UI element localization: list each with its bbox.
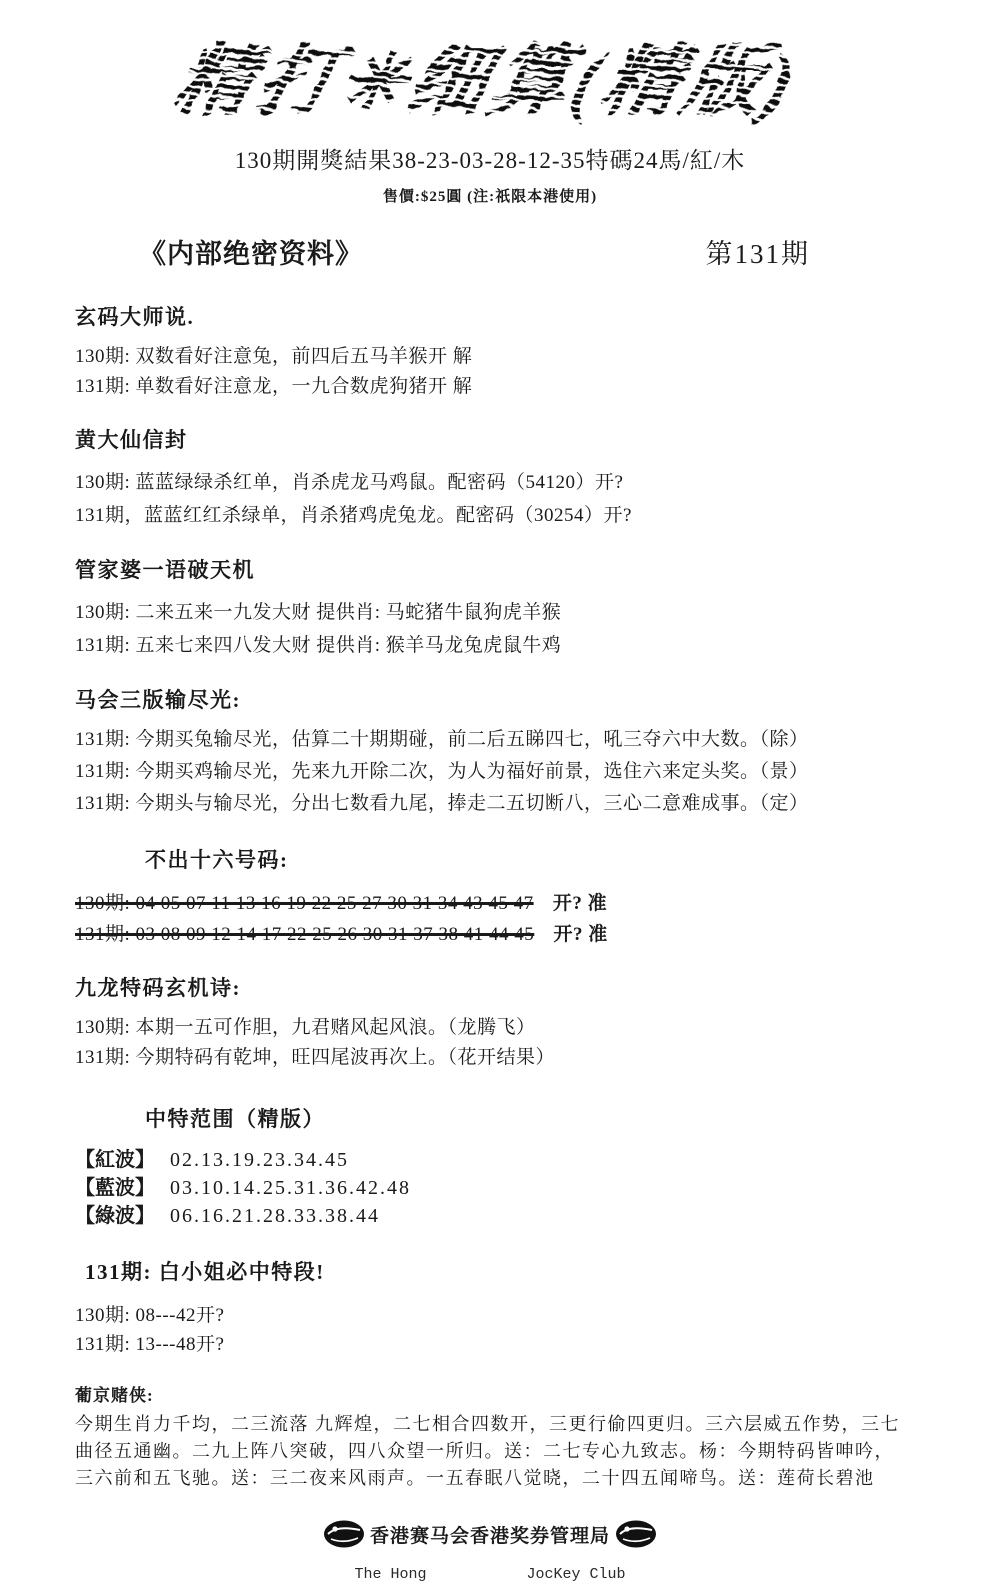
section-heading-master: 玄码大师说. bbox=[75, 305, 195, 329]
footer-english-right: JocKey Club bbox=[526, 1566, 626, 1583]
tip-line: 130期: 蓝蓝绿绿杀红单，肖杀虎龙马鸡鼠。配密码（54120）开? bbox=[75, 472, 624, 493]
footer-english-left: The Hong bbox=[354, 1566, 427, 1583]
section-heading-baixiaojie: 131期: 白小姐必中特段! bbox=[85, 1260, 325, 1284]
wave-label-green: 【綠波】 bbox=[75, 1205, 155, 1227]
section-baixiaojie-lines bbox=[75, 1301, 905, 1359]
section-heading-kowloon: 九龙特码玄机诗: bbox=[75, 976, 241, 1000]
section-heading-wongtaisin: 黄大仙信封 bbox=[75, 428, 188, 452]
wave-label-blue: 【藍波】 bbox=[75, 1177, 155, 1199]
section-mahui-lines bbox=[75, 724, 905, 820]
section-master-lines bbox=[75, 342, 905, 402]
tip-line: 130期: 本期一五可作胆，九君赌风起风浪。（龙腾飞） bbox=[75, 1017, 536, 1038]
section-heading-sixteen: 不出十六号码: bbox=[145, 848, 289, 872]
tip-line: 131期: 今期头与输尽光，分出七数看九尾，捧走二五切断八，三心二意难成事。（定） bbox=[75, 793, 809, 814]
horse-emblem-icon bbox=[614, 1518, 658, 1550]
tip-line: 131期: 今期特码有乾坤，旺四尾波再次上。（花开结果） bbox=[75, 1047, 556, 1068]
price-notice-line: 售價:$25圓 (注:祇限本港使用) bbox=[382, 189, 598, 205]
section-heading-mahui: 马会三版输尽光: bbox=[75, 688, 241, 712]
tip-line: 131期: 今期买兔输尽光，估算二十期期碰，前二后五睇四七，吼三夺六中大数。（除） bbox=[75, 729, 809, 750]
wave-row-red bbox=[75, 1146, 905, 1174]
section-wongtaisin-lines bbox=[75, 466, 905, 532]
tip-line: 131期: 单数看好注意龙，一九合数虎狗猪开 解 bbox=[75, 376, 473, 397]
section-kowloon-lines bbox=[75, 1013, 905, 1073]
wave-label-red: 【紅波】 bbox=[75, 1149, 155, 1171]
wave-numbers-blue: 03.10.14.25.31.36.42.48 bbox=[170, 1177, 411, 1199]
document-title-row bbox=[75, 232, 905, 271]
masthead bbox=[75, 20, 905, 138]
tip-line: 130期: 双数看好注意兔，前四后五马羊猴开 解 bbox=[75, 346, 473, 367]
section-heading-guanjiapo: 管家婆一语破天机 bbox=[75, 558, 255, 582]
struck-numbers: 131期: 03 08 09 12 14 17 22 25 26 30 31 37 38 41 44 45 bbox=[75, 924, 535, 945]
previous-draw-result-line: 130期開獎結果38-23-03-28-12-35特碼24馬/紅/木 bbox=[234, 148, 746, 173]
pujing-paragraph: 今期生肖力千均，二三流落 九辉煌，二七相合四数开，三更行偷四更归。三六层威五作势，三七曲径五通幽。二九上阵八突破，四八众望一所归。送：二七专心九致志。杨：今期特码皆呻吟，三六前和五飞驰。送：三二夜来风雨声。一五春眠八觉晓，二十四五闻啼鸟。送：莲荷长碧池 bbox=[75, 1414, 900, 1488]
row-suffix: 开? 准 bbox=[552, 893, 608, 914]
struck-numbers: 130期: 04 05 07 11 13 16 19 22 25 27 30 31 34 43 45 47 bbox=[75, 893, 534, 914]
footer bbox=[75, 1518, 905, 1583]
horse-emblem-icon bbox=[322, 1518, 366, 1550]
struck-number-row bbox=[75, 919, 905, 950]
tip-line: 130期: 二来五来一九发大财 提供肖: 马蛇猪牛鼠狗虎羊猴 bbox=[75, 602, 562, 623]
footer-english-row bbox=[75, 1566, 905, 1583]
section-guanjiapo-lines bbox=[75, 596, 905, 662]
row-suffix: 开? 准 bbox=[553, 924, 608, 945]
wave-row-blue bbox=[75, 1174, 905, 1202]
jockey-club-logo-row bbox=[75, 1518, 905, 1550]
tip-line: 131期: 今期买鸡输尽光，先来九开除二次，为人为福好前景，选住六来定头奖。（景） bbox=[75, 761, 809, 782]
wave-row-green bbox=[75, 1202, 905, 1230]
document-title: 《内部绝密资料》 bbox=[139, 239, 363, 269]
tip-line: 130期: 08---42开? bbox=[75, 1305, 225, 1326]
tip-line: 131期，蓝蓝红红杀绿单，肖杀猪鸡虎兔龙。配密码（30254）开? bbox=[75, 505, 632, 526]
tip-line: 131期: 13---48开? bbox=[75, 1334, 225, 1355]
wave-numbers-green: 06.16.21.28.33.38.44 bbox=[170, 1205, 380, 1227]
section-range-waves bbox=[75, 1146, 905, 1230]
section-heading-pujing: 葡京赌侠: bbox=[75, 1386, 154, 1405]
issue-number: 第131期 bbox=[705, 239, 810, 269]
calligraphy-title-text: 精打✳细算(精版) bbox=[165, 39, 808, 126]
struck-number-row bbox=[75, 888, 905, 919]
organization-name: 香港赛马会香港奖券管理局 bbox=[369, 1525, 610, 1547]
section-heading-range: 中特范围（精版） bbox=[145, 1107, 325, 1131]
calligraphy-title-art bbox=[130, 20, 850, 138]
tip-line: 131期: 五来七来四八发大财 提供肖: 猴羊马龙兔虎鼠牛鸡 bbox=[75, 635, 562, 656]
wave-numbers-red: 02.13.19.23.34.45 bbox=[170, 1149, 349, 1171]
section-sixteen-rows bbox=[75, 888, 905, 950]
